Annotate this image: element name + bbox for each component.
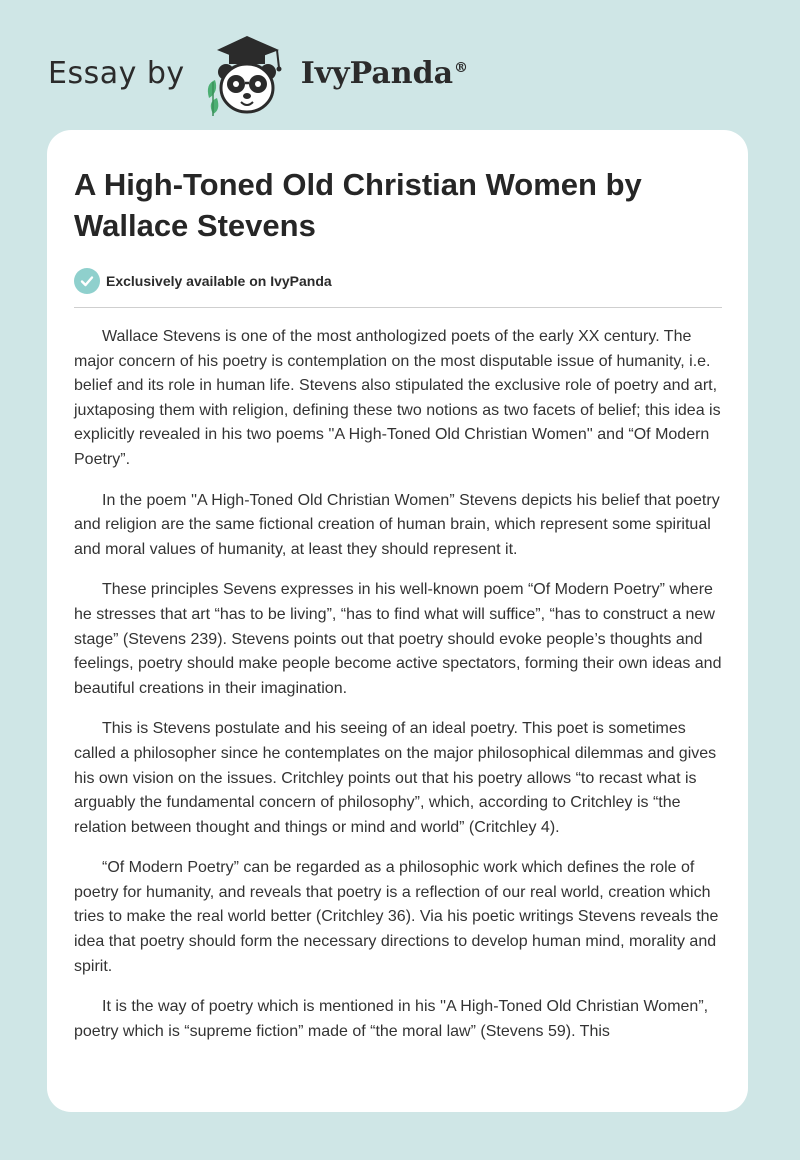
essay-body <box>74 325 722 1044</box>
paragraph: Wallace Stevens is one of the most anthologized poets of the early XX century. The major concern of his poetry is contemplation on the most disputable issue of humanity, i.e. belief and its role in human life. Stevens also stipulated the exclusive role of poetry and art, juxtaposing them with religion, defining these two notions as two facets of belief; this idea is explicitly revealed in his two poems ''A High-Toned Old Christian Women'' and “Of Modern Poetry”. <box>74 328 721 468</box>
panda-graduate-icon <box>199 28 295 118</box>
paragraph: “Of Modern Poetry” can be regarded as a philosophic work which defines the role of poetry for humanity, and reveals that poetry is a reflection of our real world, creation which tries to make the real world better (Critchley 36). Via his poetic writings Stevens reveals the idea that poetry should form the necessary directions to develop human mind, morality and spirit. <box>74 859 719 975</box>
paragraph: It is the way of poetry which is mentioned in his ''A High-Toned Old Christian Women”, poetry which is “supreme fiction” made of “the moral law” (Stevens 59). This <box>74 998 709 1040</box>
essay-by-label: Essay by <box>48 55 185 91</box>
essay-card <box>47 130 748 1112</box>
check-icon <box>74 268 100 294</box>
divider <box>74 307 722 308</box>
site-header <box>48 28 468 118</box>
exclusive-badge <box>74 268 722 294</box>
badge-label: Exclusively available on IvyPanda <box>106 273 332 289</box>
paragraph: In the poem ''A High-Toned Old Christian Women” Stevens depicts his belief that poetry and religion are the same fictional creation of human brain, which represent some spiritual and moral values of humanity, at least they should represent it. <box>74 491 720 558</box>
brand-name[interactable]: IvyPanda® <box>300 55 469 91</box>
registered-mark: ® <box>454 59 469 76</box>
paragraph: This is Stevens postulate and his seeing of an ideal poetry. This poet is sometimes called a philosopher since he contemplates on the major philosophical dilemmas and gives his own vision on the issues. Critchley points out that his poetry allows “to recast what is arguably the fundamental concern of philosophy”, which, according to Critchley is “the relation between thought and things or mind and world” (Critchley 4). <box>74 720 717 836</box>
paragraph: These principles Sevens expresses in his well-known poem “Of Modern Poetry” where he stresses that art “has to be living”, “has to find what will suffice”, “has to construct a new stage” (Stevens 239). Stevens points out that poetry should evoke people’s thoughts and feelings, poetry should make people become active spectators, forming their own ideas and beautiful creations in their imagination. <box>74 581 722 697</box>
page-title: A High-Toned Old Christian Women by Wallace Stevens <box>74 167 642 243</box>
